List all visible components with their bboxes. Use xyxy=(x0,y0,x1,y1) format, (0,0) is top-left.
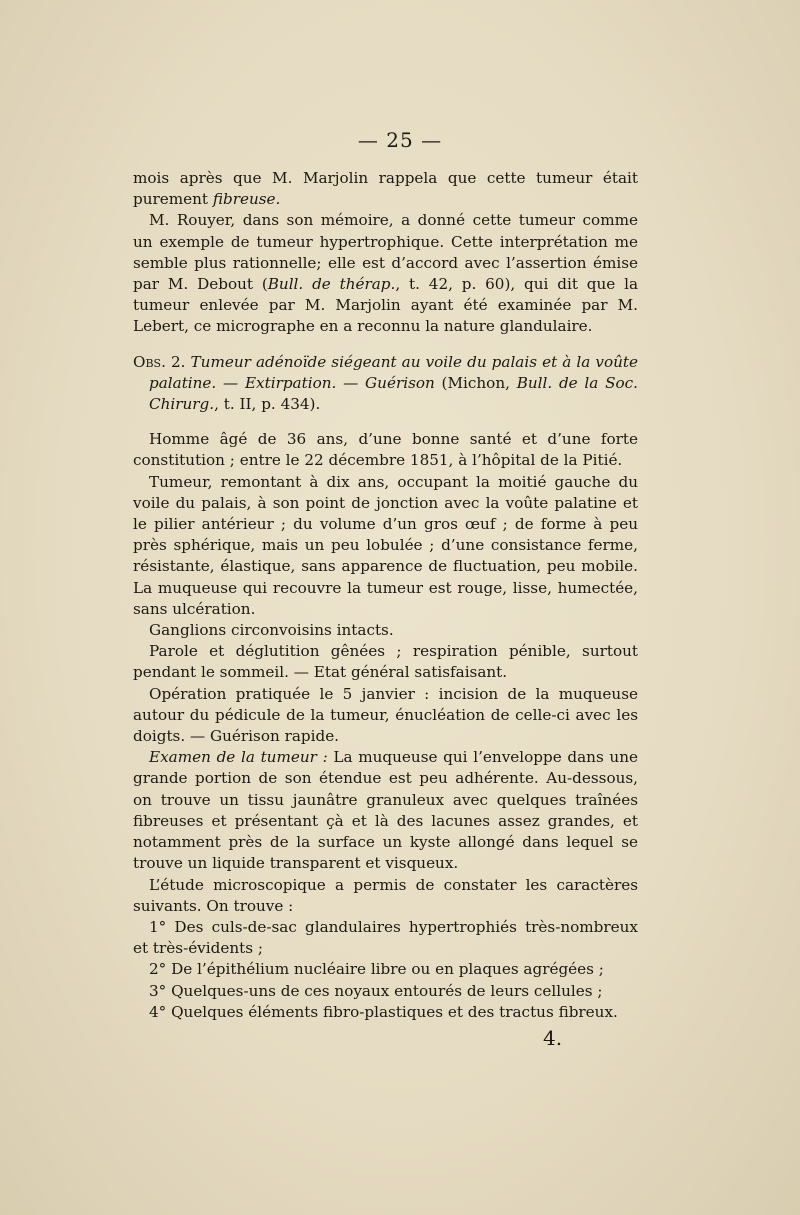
paragraph xyxy=(133,472,638,620)
paragraph xyxy=(133,747,638,874)
text-run: , t. 42, p. 60), qui dit que la tumeur enlevée par M. Marjolin ayant été examinée par M. Lebert, ce micrographe en a reconnu la nature glandulaire. xyxy=(133,275,638,336)
list-item xyxy=(133,917,638,959)
text-run: L’étude microscopique a permis de constater les caractères suivants. On trouve : xyxy=(133,875,638,915)
italic-text: Examen de la tumeur : xyxy=(149,748,328,767)
text-run: Tumeur, remontant à dix ans, occupant la moitié gauche du voile du palais, à son point de jonction avec la voûte palatine et le pilier antérieur ; du volume d’un gros œuf ; de forme à peu près sphérique, mais un peu lobulée ; d’une consistance ferme, résistante, élastique, sans apparence de fluctuation, peu mobile. La muqueuse qui recouvre la tumeur est rouge, lisse, humectée, sans ulcération. xyxy=(133,472,638,618)
text-run: mois après que M. Marjolin rappela que cette tumeur était purement xyxy=(133,169,638,209)
list-item xyxy=(133,1002,638,1023)
text-run: 2° De l’épithélium nucléaire libre ou en plaques agrégées ; xyxy=(149,960,604,979)
paragraph xyxy=(133,684,638,748)
text-run: Parole et déglutition gênées ; respiration pénible, surtout pendant le sommeil. — Etat général satisfaisant. xyxy=(133,642,638,682)
text-run: La muqueuse qui l’enveloppe dans une grande portion de son étendue est peu adhérente. Au-dessous, on trouve un tissu jaunâtre granuleux avec quelques traînées fibreuses et présentant çà et là des lacunes assez grandes, et notamment près de la surface un kyste allongé dans lequel se trouve un liquide transparent et visqueux. xyxy=(133,748,638,873)
text-run: , t. II, p. 434). xyxy=(214,395,321,414)
body-text xyxy=(133,168,638,1023)
paragraph xyxy=(133,210,638,337)
paragraph xyxy=(133,875,638,917)
paragraph xyxy=(133,641,638,683)
list-item xyxy=(133,959,638,980)
text-run: M. Rouyer, dans son mémoire, a donné cette tumeur comme un exemple de tumeur hypertrophique. Cette interprétation me semble plus rationnelle; elle est d’accord avec l’assertion émise par M. Debout ( xyxy=(133,211,638,294)
italic-text: Bull. de thérap. xyxy=(267,275,396,294)
text-run: 1° Des culs-de-sac glandulaires hypertrophiés très-nombreux et très-évidents ; xyxy=(133,917,638,958)
paragraph xyxy=(133,429,638,471)
italic-text: Tumeur adénoïde siégeant au voile du palais et à la voûte palatine. — Extirpation. — Guérison xyxy=(149,352,638,392)
text-run: Opération pratiquée le 5 janvier : incision de la muqueuse autour du pédicule de la tumeur, énucléation de celle-ci avec les doigts. — Guérison rapide. xyxy=(133,684,638,746)
italic-text: fibreuse. xyxy=(212,190,281,209)
signature-mark: 4. xyxy=(543,1026,563,1050)
page-number: — 25 — xyxy=(357,128,443,152)
text-run: Ganglions circonvoisins intacts. xyxy=(149,621,394,640)
paragraph xyxy=(133,168,638,210)
list-item xyxy=(133,981,638,1002)
text-run: Homme âgé de 36 ans, d’une bonne santé et d’une forte constitution ; entre le 22 décembre 1851, à l’hôpital de la Pitié. xyxy=(133,430,638,470)
text-run: 4° Quelques éléments fibro-plastiques et des tractus fibreux. xyxy=(149,1002,618,1021)
italic-text: Bull. de la Soc. Chirurg. xyxy=(149,373,638,414)
paragraph xyxy=(133,620,638,641)
text-run: 3° Quelques-uns de ces noyaux entourés de leurs cellules ; xyxy=(149,981,603,1000)
text-run: (Michon, xyxy=(434,373,517,392)
observation-heading xyxy=(133,352,638,416)
text-run: Obs. 2. xyxy=(133,352,191,371)
